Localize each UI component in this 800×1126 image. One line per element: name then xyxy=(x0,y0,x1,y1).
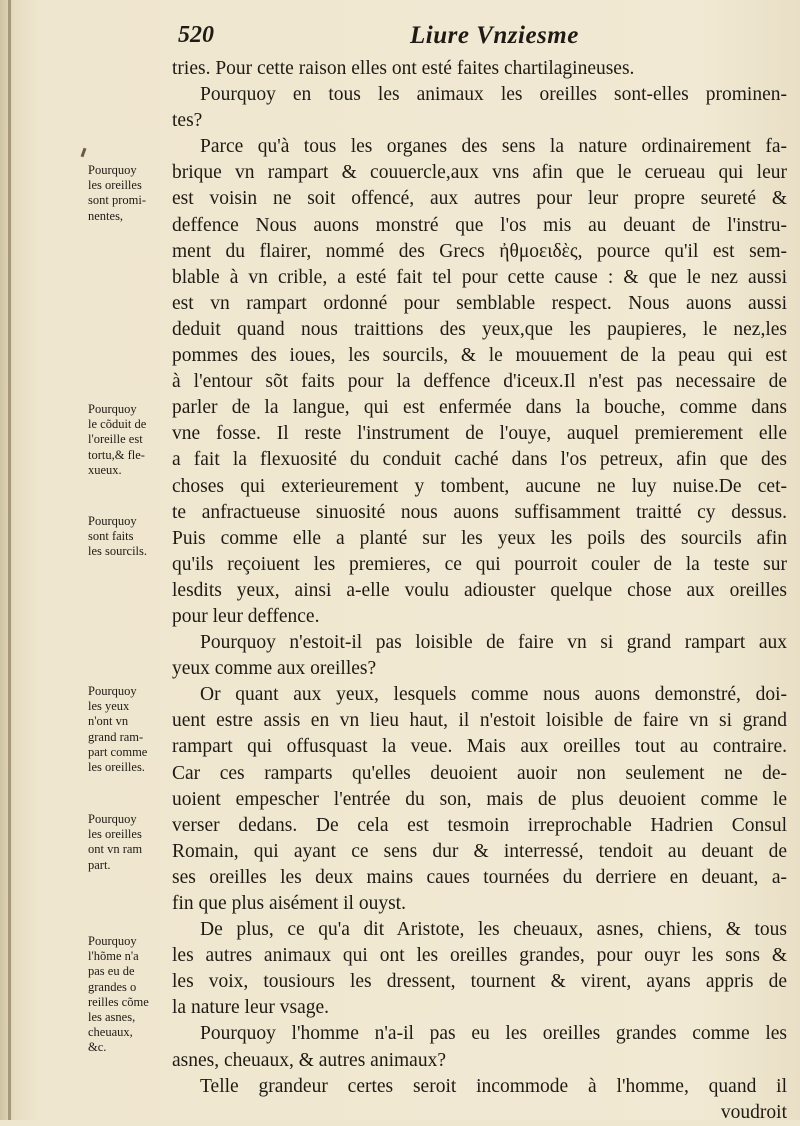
ink-mark xyxy=(81,148,87,157)
margin-note-line: les oreilles xyxy=(88,827,142,842)
margin-note-line: les yeux xyxy=(88,699,130,714)
text-line: Car ces ramparts qu'elles deuoient auoir non seulement ne de- xyxy=(172,762,787,784)
text-line: uoient empescher l'entrée du son, mais de plus deuoient comme le xyxy=(172,788,787,810)
text-line: yeux comme aux oreilles? xyxy=(172,658,377,680)
running-title: Liure Vnziesme xyxy=(410,22,579,49)
margin-note-line: l'hõme n'a xyxy=(88,949,139,964)
text-line: asnes, cheuaux, & autres animaux? xyxy=(172,1049,446,1071)
margin-note-line: xueux. xyxy=(88,462,122,477)
text-line: vne fosse. Il reste l'instrument de l'ouye, auquel premierement elle xyxy=(172,423,787,445)
text-line: rampart qui offusquast la veue. Mais aux oreilles tout au contraire. xyxy=(172,736,787,758)
text-line: Parce qu'à tous les organes des sens la nature ordinairement fa- xyxy=(200,136,787,158)
margin-note-line: part. xyxy=(88,857,111,872)
body-text xyxy=(172,56,787,1126)
text-line: a fait la flexuosité du conduit caché dans l'os petreux, afin que des xyxy=(172,449,787,471)
margin-note xyxy=(88,514,172,560)
text-line: verser dedans. De cela est tesmoin irreprochable Hadrien Consul xyxy=(172,814,787,836)
margin-note-line: part comme xyxy=(88,744,148,759)
text-line: Or quant aux yeux, lesquels comme nous auons demonstré, doi- xyxy=(200,684,787,706)
margin-note-line: nentes, xyxy=(88,208,124,223)
text-line: la nature leur vsage. xyxy=(172,997,330,1019)
page-number: 520 xyxy=(178,22,214,48)
text-line: De plus, ce qu'a dit Aristote, les cheuaux, asnes, chiens, & tous xyxy=(200,919,787,941)
margin-note-line: tortu,& fle- xyxy=(88,447,145,462)
margin-note-line: Pourquoy xyxy=(88,812,137,826)
margin-note-line: grand ram- xyxy=(88,729,144,744)
text-line: ses oreilles les deux mains caues tournées du derriere en deuant, a- xyxy=(172,866,787,888)
margin-note-line: le cõduit de xyxy=(88,417,147,432)
text-line: parler de la langue, qui est enfermée dans la bouche, comme dans xyxy=(172,397,787,419)
margin-note-line: Pourquoy xyxy=(88,514,137,528)
margin-notes xyxy=(0,0,170,1120)
text-line: qu'ils reçoiuent les premieres, ce qui pourroit couler de la teste sur xyxy=(172,553,787,575)
text-line: voudroit xyxy=(720,1101,787,1123)
text-line: pour leur deffence. xyxy=(172,605,320,627)
text-line: ment du flairer, nommé des Grecs ἠθμοειδὲς, pource qu'il est sem- xyxy=(172,240,787,262)
text-line: pommes des ioues, les sourcils, & le mouuement de la peau qui est xyxy=(172,345,787,367)
margin-note-line: sont faits xyxy=(88,529,134,544)
text-line: Romain, qui ayant ce sens dur & interressé, tendoit au deuant de xyxy=(172,840,787,862)
text-line: tes? xyxy=(172,110,203,132)
margin-note xyxy=(88,163,172,224)
text-line: Pourquoy en tous les animaux les oreilles sont-elles prominen- xyxy=(200,84,787,106)
margin-note-line: les asnes, xyxy=(88,1010,136,1025)
margin-note-line: Pourquoy xyxy=(88,934,137,948)
margin-note-line: les sourcils. xyxy=(88,544,148,559)
margin-note-line: Pourquoy xyxy=(88,402,137,416)
text-line: les autres animaux qui ont les oreilles grandes, pour ouyr les sons & xyxy=(172,945,787,967)
margin-note-line: pas eu de xyxy=(88,964,135,979)
text-line: uent estre assis en vn lieu haut, il n'estoit loisible de faire vn si grand xyxy=(172,710,787,732)
text-line: lesdits yeux, ainsi a-elle voulu adiouster quelque chose aux oreilles xyxy=(172,579,787,601)
margin-note-line: grandes o xyxy=(88,979,137,994)
margin-note-line: les oreilles xyxy=(88,178,142,193)
text-line: choses qui exterieurement y tombent, aucune ne luy nuise.De cet- xyxy=(172,475,787,497)
text-line: les voix, tousiours les dressent, tournent & virent, ayans appris de xyxy=(172,971,787,993)
margin-note-line: ont vn ram xyxy=(88,842,143,857)
text-line: blable à vn crible, a esté fait tel pour cette cause : & que le nez aussi xyxy=(172,266,787,288)
margin-note-line: cheuaux, xyxy=(88,1025,133,1040)
text-line: est voisin ne soit offencé, aux autres pour leur propre seureté & xyxy=(172,188,787,210)
margin-note-line: les oreilles. xyxy=(88,760,145,775)
margin-note xyxy=(88,402,172,478)
text-line: Pourquoy l'homme n'a-il pas eu les oreilles grandes comme les xyxy=(200,1023,787,1045)
text-line: Telle grandeur certes seroit incommode à l'homme, quand il xyxy=(200,1075,787,1097)
text-line: Pourquoy n'estoit-il pas loisible de faire vn si grand rampart aux xyxy=(200,632,787,654)
margin-note-line: &c. xyxy=(88,1040,107,1055)
margin-note-line: Pourquoy xyxy=(88,163,137,177)
margin-note-line: reilles cõme xyxy=(88,994,149,1009)
margin-note-line: n'ont vn xyxy=(88,714,129,729)
text-line: deffence Nous auons monstré que l'os mis au deuant de l'instru- xyxy=(172,214,787,236)
margin-note xyxy=(88,684,172,775)
text-line: fin que plus aisément il ouyst. xyxy=(172,893,406,914)
text-line: à l'entour sõt faits pour la deffence d'iceux.Il n'est pas necessaire de xyxy=(172,371,787,393)
margin-note-line: l'oreille est xyxy=(88,432,143,447)
margin-note xyxy=(88,934,172,1056)
margin-note-line: sont promi- xyxy=(88,193,146,208)
text-line: tries. Pour cette raison elles ont esté faites chartilagineuses. xyxy=(172,58,635,79)
text-line: Puis comme elle a planté sur les yeux les poils des sourcils afin xyxy=(172,527,787,549)
text-line: te anfractueuse sinuosité nous auons suffisamment traitté cy dessus. xyxy=(172,501,787,523)
text-line: est vn rampart ordonné pour semblable respect. Nous auons aussi xyxy=(172,292,787,314)
text-line: deduit quand nous traittions des yeux,que les paupieres, le nez,les xyxy=(172,318,787,340)
margin-note xyxy=(88,812,172,873)
text-line: brique vn rampart & couuercle,aux vns afin que le cerueau qui leur xyxy=(172,162,787,184)
margin-note-line: Pourquoy xyxy=(88,684,137,698)
